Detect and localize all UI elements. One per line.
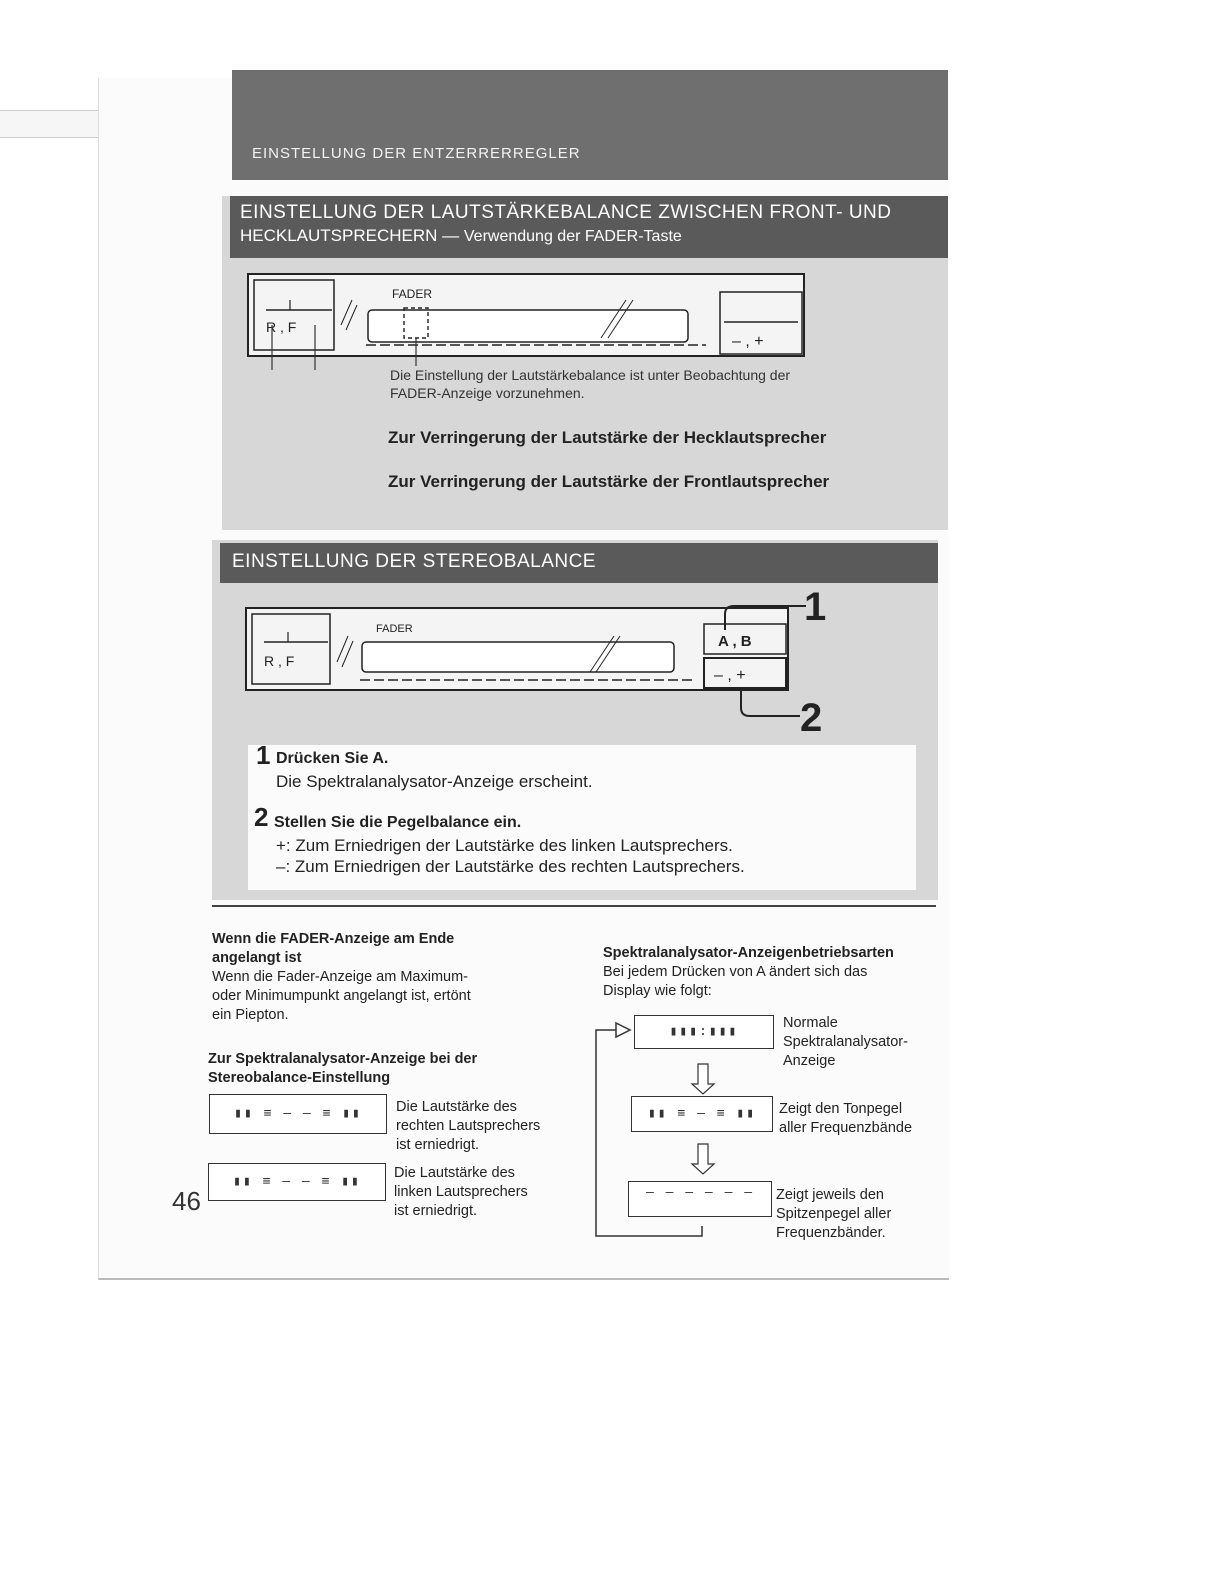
spectrum-modes-title: Spektralanalysator-Anzeigenbetriebsarten [603, 945, 894, 961]
display-mode-normal: ▮▮▮:▮▮▮ [634, 1015, 774, 1049]
rf-buttons-label[interactable]: R , F [266, 319, 297, 335]
rf-buttons-label-2[interactable]: R , F [264, 653, 295, 669]
step2-number: 2 [254, 802, 269, 832]
page-edge [0, 110, 98, 138]
head-unit-diagram-balance [244, 592, 844, 742]
mode1-l1: Normale [783, 1015, 838, 1031]
fader-end-text-l2: oder Minimumpunkt angelangt ist, ertönt [212, 988, 471, 1004]
step1-heading: Drücken Sie A. [276, 750, 389, 767]
head-unit-diagram-fader [246, 270, 816, 370]
right-lowered-l3: ist erniedrigt. [396, 1137, 480, 1153]
display-window-2 [362, 642, 674, 672]
title-line2-sub: Verwendung der FADER-Taste [463, 228, 682, 245]
chapter-header [232, 70, 948, 180]
right-lowered-l2: rechten Lautsprechers [396, 1118, 541, 1134]
page-number: 46 [172, 1186, 201, 1216]
spectrum-title-l1: Zur Spektralanalysator-Anzeige bei der [208, 1051, 478, 1067]
mode1-l2: Spektralanalysator- [783, 1034, 908, 1050]
spectrum-balance-note [208, 1050, 548, 1088]
callout-1: 1 [804, 585, 827, 629]
step2-plus-text: +: Zum Erniedrigen der Lautstärke des linken Lautsprechers. [276, 836, 733, 855]
display-mode-peak: ‒ ‒ ‒ ‒ ‒ ‒ [628, 1181, 772, 1217]
spectrum-modes-text-l1: Bei jedem Drücken von A ändert sich das [603, 964, 868, 980]
display-left-lowered: ▮▮ ≡ ‒ ‒ ≡ ▮▮ [208, 1163, 386, 1201]
section-stereo-title [220, 543, 938, 583]
down-arrow-1 [692, 1064, 714, 1094]
mode3-l1: Zeigt jeweils den [776, 1187, 884, 1203]
mode3-caption [776, 1186, 926, 1243]
spectrum-modes-text-l2: Display wie folgt: [603, 983, 712, 999]
left-lowered-l1: Die Lautstärke des [394, 1165, 515, 1181]
mode1-l3: Anzeige [783, 1053, 836, 1069]
mode3-l3: Frequenzbänder. [776, 1225, 886, 1241]
fader-note-line1: Die Einstellung der Lautstärkebalance ist unter Beobachtung der [390, 367, 791, 383]
fader-end-title-l2: angelangt ist [212, 950, 302, 966]
left-lowered-l3: ist erniedrigt. [394, 1203, 478, 1219]
display-right-lowered: ▮▮ ≡ ‒ ‒ ≡ ▮▮ [209, 1094, 387, 1134]
mode2-l2: aller Frequenzbände [779, 1120, 913, 1136]
callout-2: 2 [800, 696, 823, 740]
step1-text: Die Spektralanalysator-Anzeige erscheint. [276, 772, 593, 791]
section-stereo-title-text: EINSTELLUNG DER STEREOBALANCE [232, 551, 596, 572]
minus-plus-buttons[interactable]: – , + [732, 333, 764, 350]
ab-buttons[interactable]: A , B [718, 633, 752, 650]
mode1-caption [783, 1014, 929, 1071]
cycle-arrow-head [616, 1023, 630, 1037]
fader-end-text-l3: ein Piepton. [212, 1007, 289, 1023]
left-lowered-l2: linken Lautsprechers [394, 1184, 528, 1200]
fader-end-text-l1: Wenn die Fader-Anzeige am Maximum- [212, 969, 468, 985]
minus-plus-buttons-2[interactable]: – , + [714, 667, 746, 684]
chapter-title: EINSTELLUNG DER ENTZERRERREGLER [252, 145, 581, 162]
mode2-l1: Zeigt den Tonpegel [779, 1101, 903, 1117]
fader-end-note [212, 930, 552, 1025]
fader-end-title-l1: Wenn die FADER-Anzeige am Ende [212, 931, 455, 947]
fader-label-2: FADER [376, 623, 413, 635]
spectrum-modes-note [603, 944, 933, 1001]
display-mode-all-levels: ▮▮ ≡ ‒ ≡ ▮▮ [631, 1096, 773, 1132]
rear-speaker-label: Zur Verringerung der Lautstärke der Hecklautsprecher [388, 428, 827, 447]
display-window [368, 310, 688, 342]
section-fader-title [230, 196, 948, 258]
down-arrow-2 [692, 1144, 714, 1174]
step1-number: 1 [256, 740, 271, 770]
left-lowered-caption [394, 1164, 584, 1221]
section-divider [212, 905, 936, 907]
step2-heading: Stellen Sie die Pegelbalance ein. [274, 814, 522, 831]
spectrum-title-l2: Stereobalance-Einstellung [208, 1070, 391, 1086]
mode3-l2: Spitzenpegel aller [776, 1206, 892, 1222]
right-lowered-caption [396, 1098, 586, 1155]
step2-minus-text: –: Zum Erniedrigen der Lautstärke des rechten Lautsprechers. [276, 857, 745, 876]
section-fader-title-line2 [240, 226, 682, 246]
fader-label: FADER [392, 287, 433, 301]
front-speaker-label: Zur Verringerung der Lautstärke der Frontlautsprecher [388, 472, 830, 491]
title-line2-main: HECKLAUTSPRECHERN — [240, 226, 460, 245]
fader-note-line2: FADER-Anzeige vorzunehmen. [390, 385, 585, 401]
right-lowered-l1: Die Lautstärke des [396, 1099, 517, 1115]
mode2-caption [779, 1100, 929, 1138]
section-fader-title-line1: EINSTELLUNG DER LAUTSTÄRKEBALANCE ZWISCHEN FRONT- UND [240, 202, 892, 223]
